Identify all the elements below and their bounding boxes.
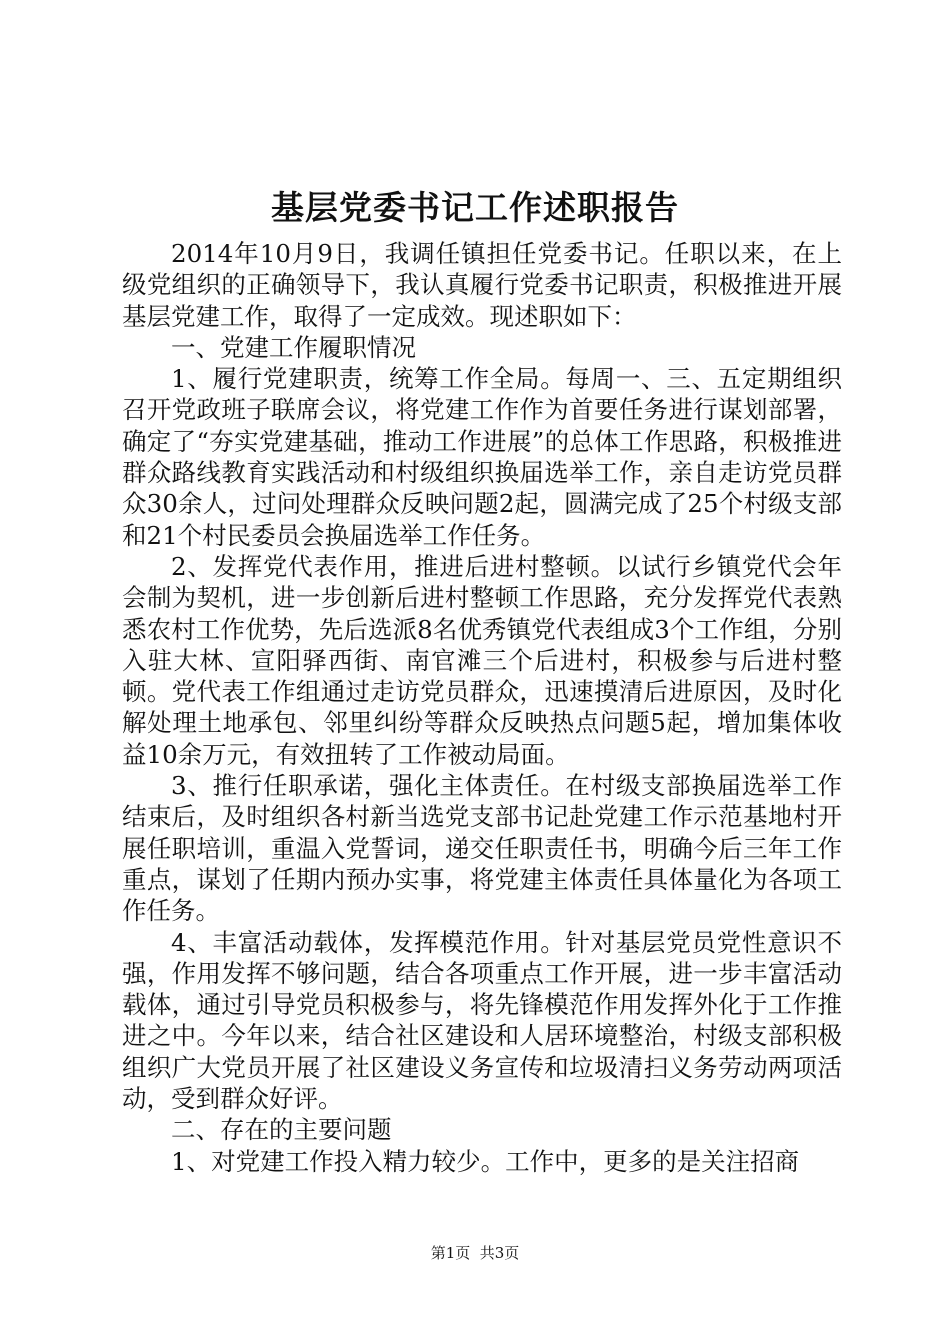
paragraph-item-2: 2、发挥党代表作用，推进后进村整顿。以试行乡镇党代会年会制为契机，进一步创新后进村整顿工作思路，充分发挥党代表熟悉农村工作优势，先后选派8名优秀镇党代表组成3个工作组，分别入驻大林、宣阳驿西街、南官滩三个后进村，积极参与后进村整顿。党代表工作组通过走访党员群众，迅速摸清后进原因，及时化解处理土地承包、邻里纠纷等群众反映热点问题5起，增加集体收益10余万元，有效扭转了工作被动局面。 [122, 551, 842, 769]
paragraph-item-3: 3、推行任职承诺，强化主体责任。在村级支部换届选举工作结束后，及时组织各村新当选党支部书记赴党建工作示范基地村开展任职培训，重温入党誓词，递交任职责任书，明确今后三年工作重点，谋划了任期内预办实事，将党建主体责任具体量化为各项工作任务。 [122, 771, 842, 926]
section-heading-1: 一、党建工作履职情况 [171, 332, 416, 362]
page-number: 第1页 共3页 [430, 1244, 520, 1262]
paragraph-item-1: 1、履行党建职责，统筹工作全局。每周一、三、五定期组织召开党政班子联席会议，将党建工作作为首要任务进行谋划部署，确定了“夯实党建基础，推动工作进展”的总体工作思路，积极推进群众路线教育实践活动和村级组织换届选举工作，亲自走访党员群众30余人，过问处理群众反映问题2起，圆满完成了25个村级支部和21个村民委员会换届选举工作任务。 [122, 364, 842, 550]
paragraph-problem-1: 1、对党建工作投入精力较少。工作中，更多的是关注招商 [171, 1146, 800, 1176]
page-footer [0, 1243, 950, 1263]
document-title: 基层党委书记工作述职报告 [271, 188, 679, 227]
paragraph-item-4: 4、丰富活动载体，发挥模范作用。针对基层党员党性意识不强，作用发挥不够问题，结合各项重点工作开展，进一步丰富活动载体，通过引导党员积极参与，将先锋模范作用发挥外化于工作推进之中。今年以来，结合社区建设和人居环境整治，村级支部积极组织广大党员开展了社区建设义务宣传和垃圾清扫义务劳动两项活动，受到群众好评。 [122, 927, 842, 1114]
paragraph-intro: 2014年10月9日，我调任镇担任党委书记。任职以来，在上级党组织的正确领导下，我认真履行党委书记职责，积极推进开展基层党建工作，取得了一定成效。现述职如下： [122, 239, 842, 331]
document-body [122, 238, 842, 1177]
section-heading-2: 二、存在的主要问题 [171, 1115, 392, 1145]
